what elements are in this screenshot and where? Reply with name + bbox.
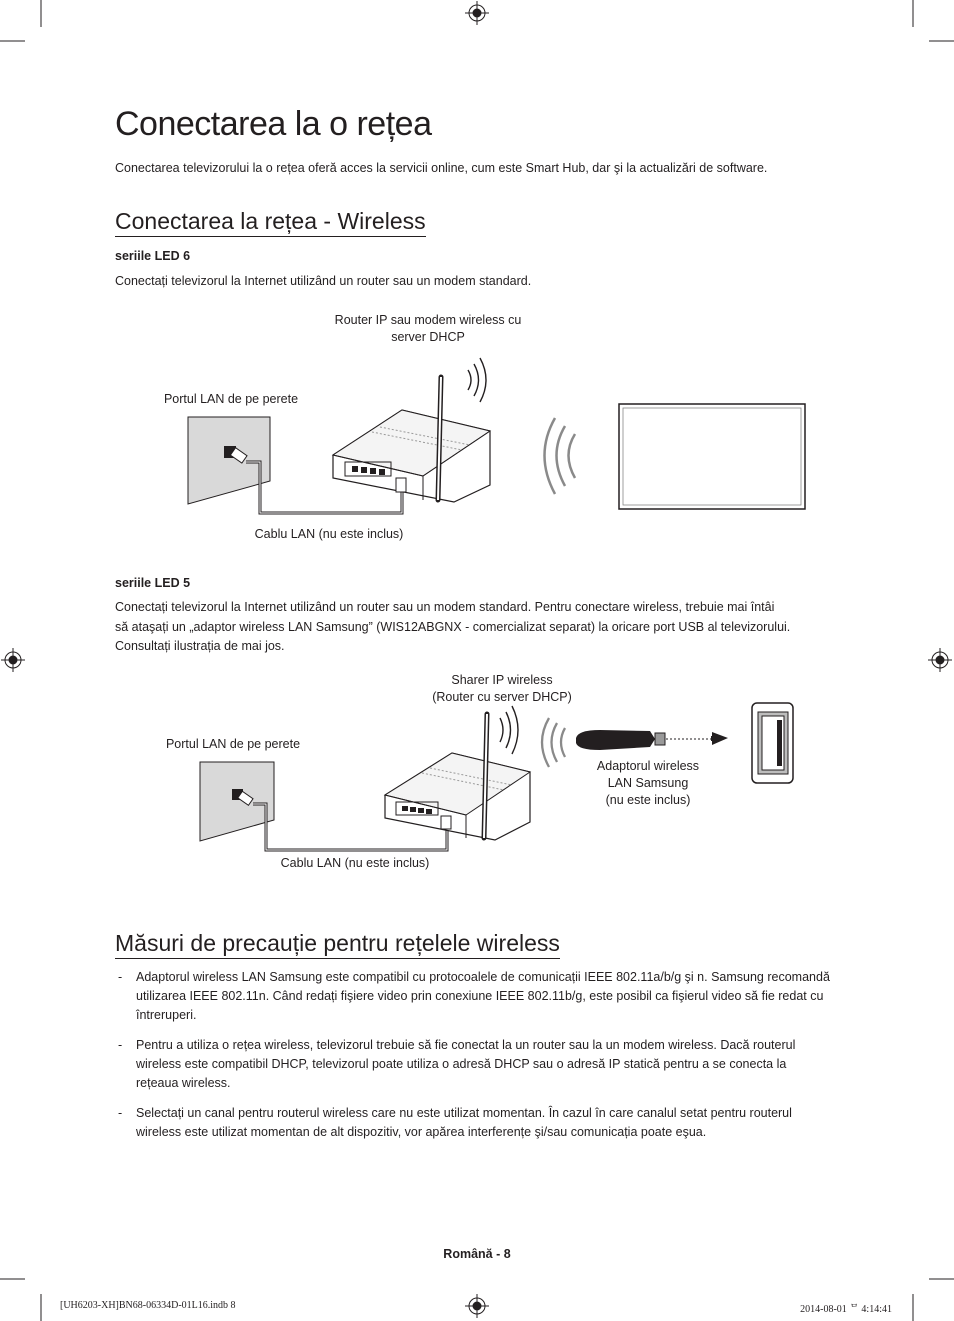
print-info-right: 2014-08-01 ᄆ 4:14:41 [800, 1304, 892, 1315]
router-label [318, 312, 538, 346]
wall-port-label: Portul LAN de pe perete [163, 392, 299, 406]
page-title: Conectarea la o rețea [115, 105, 432, 143]
led5-text [115, 598, 835, 657]
page-number: Română - 8 [443, 1247, 511, 1261]
adapter-label-line1: Adaptorul wireless [596, 759, 700, 773]
sharer-label [412, 672, 592, 706]
list-item-text: Adaptorul wireless LAN Samsung este compatibil cu protocoalele de comunicații IEEE 802.11a/b/g şi n. Samsung recomandă utilizarea IEEE 802.11n. Când redați fişiere video prin conexiune IEEE 802.11b/g, este posibil ca fişierul video să fie redat cu întreruperi. [136, 970, 830, 1022]
bullet-dash: - [118, 970, 123, 984]
adapter-label-line2: LAN Samsung [607, 776, 689, 790]
wall-port-icon [200, 762, 274, 841]
wireless-signal-icon [545, 418, 576, 494]
tv-icon [619, 404, 805, 509]
wireless-signal-icon [500, 706, 518, 754]
section-heading-wireless: Conectarea la rețea - Wireless [115, 208, 426, 237]
diagram-led6 [188, 358, 805, 513]
section-heading-precautions: Măsuri de precauție pentru rețelele wireless [115, 930, 560, 959]
list-item [115, 968, 830, 1025]
led5-text-line1: Conectați televizorul la Internet utilizând un router sau un modem standard. Pentru conectare wireless, trebuie mai întâi [115, 600, 775, 614]
usb-adapter-icon [576, 730, 728, 750]
bullet-dash: - [118, 1106, 123, 1120]
precautions-list [115, 968, 830, 1153]
led6-label: seriile LED 6 [115, 249, 191, 263]
router-icon [333, 377, 490, 502]
cable-label: Cablu LAN (nu este inclus) [254, 527, 404, 541]
sharer-label-line2: (Router cu server DHCP) [432, 690, 572, 704]
list-item-text: Selectați un canal pentru routerul wireless care nu este utilizat momentan. În cazul în care canalul setat pentru routerul wireless este utilizat momentan de alt dispozitiv, vor apărea interferențe şi/sau comunicația poate eşua. [136, 1106, 792, 1139]
led5-label: seriile LED 5 [115, 576, 191, 590]
list-item-text: Pentru a utiliza o rețea wireless, televizorul trebuie să fie conectat la un router sau la un modem wireless. Dacă routerul wireless este compatibil DHCP, televizorul poate utiliza o adresă DHCP sau o adresă IP statică pentru a se conecta la rețeaua wireless. [136, 1038, 796, 1090]
adapter-label [578, 758, 718, 809]
router-label-line1: Router IP sau modem wireless cu [334, 313, 522, 327]
list-item [115, 1104, 830, 1142]
bullet-dash: - [118, 1038, 123, 1052]
cable-label: Cablu LAN (nu este inclus) [280, 856, 430, 870]
led5-text-line2: să ataşați un „adaptor wireless LAN Samsung” (WIS12ABGNX - comercializat separat) la oricare port USB al televizorului. [115, 619, 791, 634]
wall-port-label: Portul LAN de pe perete [165, 737, 301, 751]
print-info-left: [UH6203-XH]BN68-06334D-01L16.indb 8 [60, 1300, 236, 1311]
adapter-label-line3: (nu este inclus) [605, 793, 691, 807]
router-icon [385, 714, 530, 840]
sharer-label-line1: Sharer IP wireless [451, 673, 553, 687]
led5-text-line3: Consultați ilustrația de mai jos. [115, 639, 285, 653]
intro-text: Conectarea televizorului la o rețea oferă acces la servicii online, cum este Smart Hub, dar şi la actualizări de software. [115, 161, 768, 175]
led6-text: Conectați televizorul la Internet utilizând un router sau un modem standard. [115, 274, 532, 288]
list-item [115, 1036, 830, 1093]
wireless-signal-icon [542, 718, 565, 767]
wireless-signal-icon [468, 358, 486, 402]
router-label-line2: server DHCP [391, 330, 465, 344]
